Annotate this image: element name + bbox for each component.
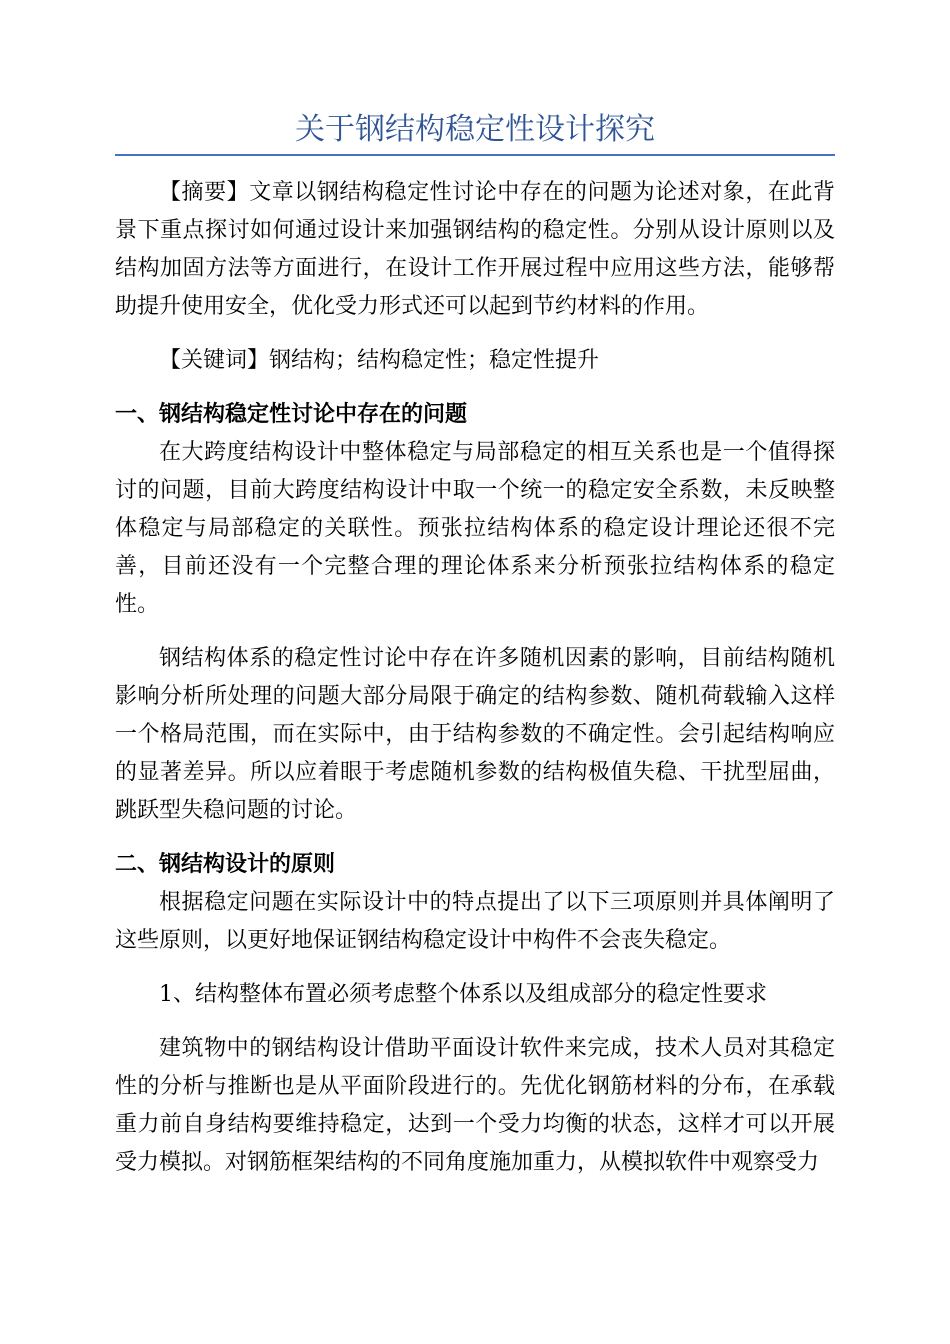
section2-paragraph-1: 根据稳定问题在实际设计中的特点提出了以下三项原则并具体阐明了这些原则，以更好地保证钢结构稳定设计中构件不会丧失稳定。 [115,890,835,953]
keywords-paragraph: 【关键词】钢结构；结构稳定性；稳定性提升 [159,348,600,373]
document-body [115,174,835,1182]
section-heading-2: 二、钢结构设计的原则 [115,852,336,877]
section2-paragraph-2: 建筑物中的钢结构设计借助平面设计软件来完成，技术人员对其稳定性的分析与推断也是从平面阶段进行的。先优化钢筋材料的分布，在承载重力前自身结构要维持稳定，达到一个受力均衡的状态，这样才可以开展受力模拟。对钢筋框架结构的不同角度施加重力，从模拟软件中观察受力 [115,1036,835,1175]
document-title: 关于钢结构稳定性设计探究 [295,112,655,147]
section1-paragraph-2: 钢结构体系的稳定性讨论中存在许多随机因素的影响，目前结构随机影响分析所处理的问题大部分局限于确定的结构参数、随机荷载输入这样一个格局范围，而在实际中，由于结构参数的不确定性。会引起结构响应的显著差异。所以应着眼于考虑随机参数的结构极值失稳、干扰型屈曲，跳跃型失稳问题的讨论。 [115,646,835,823]
abstract-paragraph: 【摘要】文章以钢结构稳定性讨论中存在的问题为论述对象，在此背景下重点探讨如何通过设计来加强钢结构的稳定性。分别从设计原则以及结构加固方法等方面进行，在设计工作开展过程中应用这些方法，能够帮助提升使用安全，优化受力形式还可以起到节约材料的作用。 [115,180,835,319]
section1-paragraph-1: 在大跨度结构设计中整体稳定与局部稳定的相互关系也是一个值得探讨的问题，目前大跨度结构设计中取一个统一的稳定安全系数，未反映整体稳定与局部稳定的关联性。预张拉结构体系的稳定设计理论还很不完善，目前还没有一个完整合理的理论体系来分析预张拉结构体系的稳定性。 [115,440,835,617]
subsection-heading-1: 1、结构整体布置必须考虑整个体系以及组成部分的稳定性要求 [159,982,767,1007]
title-underline [115,154,835,156]
section-heading-1: 一、钢结构稳定性讨论中存在的问题 [115,402,468,427]
